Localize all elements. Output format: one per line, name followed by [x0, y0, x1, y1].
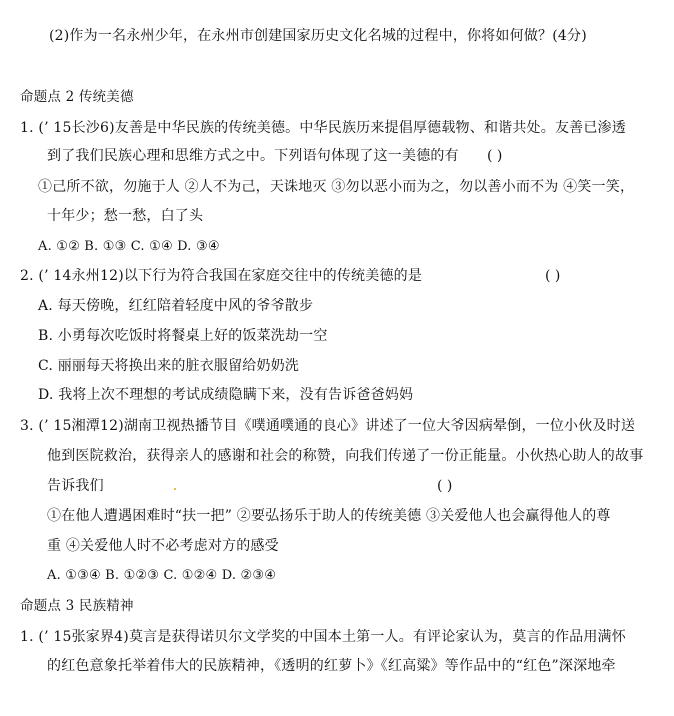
question-1-answer-blank: ( ) [487, 148, 503, 164]
question-2-stem: 2. (’ 14永州12)以下行为符合我国在家庭交往中的传统美德的是 [20, 268, 423, 284]
question-3-line-2: 他到医院救治，获得亲人的感谢和社会的称赞，向我们传递了一份正能量。小伙热心助人的故事 [47, 448, 644, 464]
question-4-line-2: 的红色意象托举着伟大的民族精神，《透明的红萝卜》《红高粱》等作品中的“红色”深深地牵 [47, 658, 616, 674]
question-3-line-3: 告诉我们 [47, 478, 104, 494]
question-1-statements-continued: 十年少；愁一愁，白了头 [47, 208, 204, 224]
question-1-statements: ①己所不欲，勿施于人 ②人不为己，天诛地灭 ③勿以恶小而为之，勿以善小而不为 ④笑一笑， [38, 179, 635, 195]
question-2-option-c: C. 丽丽每天将换出来的脏衣服留给奶奶洗 [38, 358, 300, 374]
question-2-option-b: B. 小勇每次吃饭时将餐桌上好的饭菜洗劫一空 [38, 328, 328, 344]
question-2-option-d: D. 我将上次不理想的考试成绩隐瞒下来，没有告诉爸爸妈妈 [38, 387, 414, 403]
question-3-statements: ①在他人遭遇困难时“扶一把” ②要弘扬乐于助人的传统美德 ③关爱他人也会赢得他人的尊 [47, 508, 611, 524]
question-1-line-2: 到了我们民族心理和思维方式之中。下列语句体现了这一美德的有 [47, 148, 459, 164]
question-2-option-a: A. 每天傍晚，红红陪着轻度中风的爷爷散步 [38, 298, 314, 314]
question-4-line-1: 1. (’ 15张家界4)莫言是获得诺贝尔文学奖的中国本土第一人。有评论家认为，莫言的作品用满怀 [20, 629, 626, 645]
section-heading-national-spirit: 命题点 3 民族精神 [20, 598, 134, 614]
question-3-line-1: 3. (’ 15湘潭12)湖南卫视热播节目《噗通噗通的良心》讲述了一位大爷因病晕倒，一位小伙及时送 [20, 418, 636, 434]
question-3-answer-blank: ( ) [437, 478, 453, 494]
question-3-statements-continued: 重 ④关爱他人时不必考虑对方的感受 [47, 538, 279, 554]
section-heading-traditional-virtues: 命题点 2 传统美德 [20, 89, 134, 105]
question-2-answer-blank: ( ) [545, 268, 561, 284]
question-1-options: A. ①② B. ①③ C. ①④ D. ③④ [38, 239, 220, 254]
stray-dot [174, 488, 176, 490]
question-3-options: A. ①③④ B. ①②③ C. ①②④ D. ②③④ [47, 568, 277, 583]
question-part-2: (2)作为一名永州少年，在永州市创建国家历史文化名城的过程中，你将如何做？(4分) [49, 28, 587, 44]
question-1-line-1: 1. (’ 15长沙6)友善是中华民族的传统美德。中华民族历来提倡厚德载物、和谐共处。友善已渗透 [20, 120, 626, 136]
